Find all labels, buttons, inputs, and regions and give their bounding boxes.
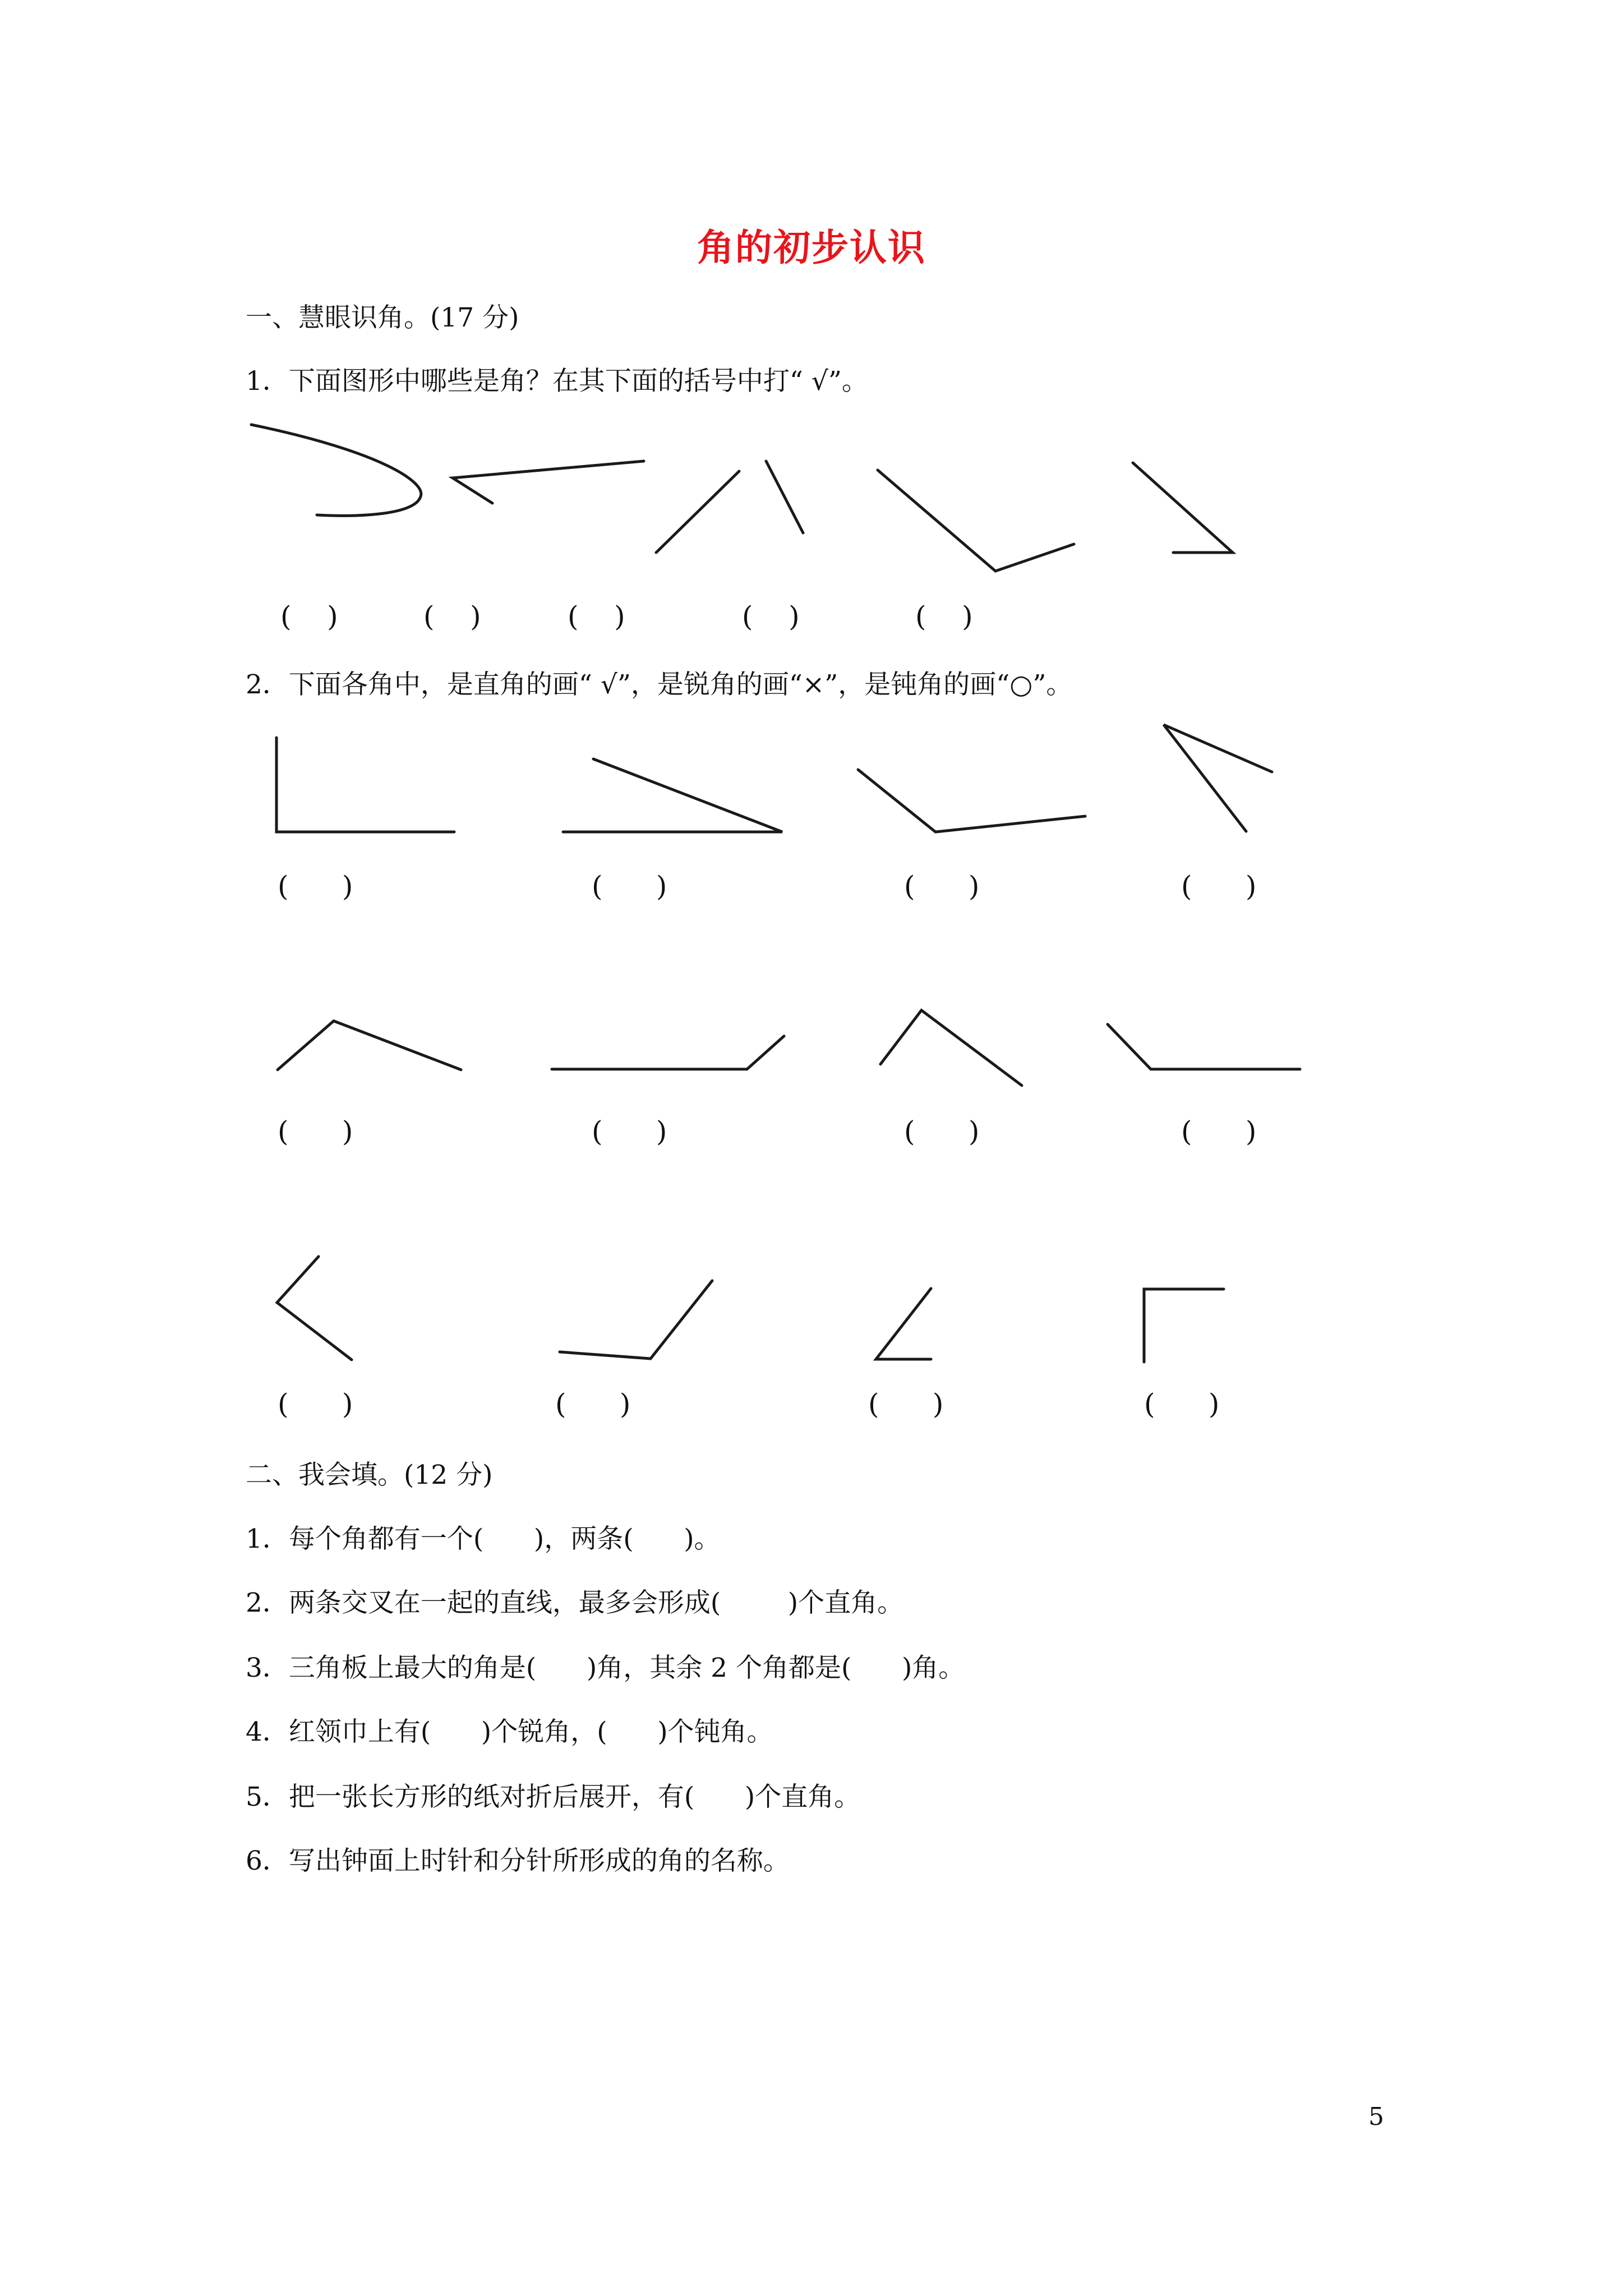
answer-blank[interactable]: ( ) <box>423 600 481 633</box>
right-angle-figure <box>1144 1289 1224 1362</box>
obtuse-angle-figure <box>1108 1024 1300 1069</box>
answer-blank[interactable]: ( ) <box>742 600 800 633</box>
fill-question-4: 4．红领巾上有( )个锐角，( )个钝角。 <box>246 1717 773 1747</box>
answer-blank[interactable]: ( ) <box>915 600 973 633</box>
answer-blank[interactable]: ( ) <box>568 600 625 633</box>
acute-angle-figure <box>880 1010 1022 1085</box>
acute-angle-figure <box>560 1281 712 1359</box>
answer-blank[interactable]: ( ) <box>1144 1388 1220 1420</box>
section2-heading: 二、我会填。(12 分) <box>246 1460 493 1490</box>
right-angle-figure <box>276 738 454 832</box>
answer-blank[interactable]: ( ) <box>592 870 667 903</box>
page-number: 5 <box>1368 2102 1384 2131</box>
thin-angle-figure <box>453 461 644 503</box>
obtuse-angle-figure <box>278 1021 461 1070</box>
two-separate-lines-figure-left <box>656 471 739 553</box>
page-title: 角的初步认识 <box>697 226 926 269</box>
answer-blank[interactable]: ( ) <box>278 870 353 903</box>
answer-blank[interactable]: ( ) <box>592 1115 667 1148</box>
answer-blank[interactable]: ( ) <box>278 1388 353 1420</box>
acute-angle-figure <box>277 1257 352 1360</box>
q1-text: 1．下面图形中哪些是角？在其下面的括号中打“ √”。 <box>246 366 868 397</box>
q2-text: 2．下面各角中，是直角的画“ √”，是锐角的画“×”，是钝角的画“○”。 <box>246 669 1073 700</box>
obtuse-angle-figure <box>552 1036 784 1069</box>
section1-heading: 一、慧眼识角。(17 分) <box>246 302 519 333</box>
answer-blank[interactable]: ( ) <box>868 1388 944 1420</box>
acute-angle-figure <box>563 759 782 832</box>
obtuse-v-angle-figure <box>878 470 1074 571</box>
answer-blank[interactable]: ( ) <box>904 870 980 903</box>
two-separate-lines-figure-right <box>766 461 803 533</box>
answer-blank[interactable]: ( ) <box>280 600 338 633</box>
fill-question-3: 3．三角板上最大的角是( )角，其余 2 个角都是( )角。 <box>246 1653 965 1683</box>
answer-blank[interactable]: ( ) <box>555 1388 631 1420</box>
fill-question-2: 2．两条交叉在一起的直线，最多会形成( )个直角。 <box>246 1588 904 1618</box>
fill-question-1: 1．每个角都有一个( )，两条( )。 <box>246 1524 721 1554</box>
fill-question-6: 6．写出钟面上时针和分针所形成的角的名称。 <box>246 1846 790 1876</box>
acute-angle-figure <box>1133 463 1233 553</box>
curved-open-figure <box>251 425 421 516</box>
answer-blank[interactable]: ( ) <box>904 1115 980 1148</box>
fill-question-5: 5．把一张长方形的纸对折后展开，有( )个直角。 <box>246 1782 861 1812</box>
answer-blank[interactable]: ( ) <box>1181 1115 1257 1148</box>
answer-blank[interactable]: ( ) <box>278 1115 353 1148</box>
answer-blank[interactable]: ( ) <box>1181 870 1257 903</box>
acute-angle-figure <box>876 1289 931 1359</box>
obtuse-angle-figure <box>858 770 1085 832</box>
acute-angle-figure <box>1164 725 1272 831</box>
